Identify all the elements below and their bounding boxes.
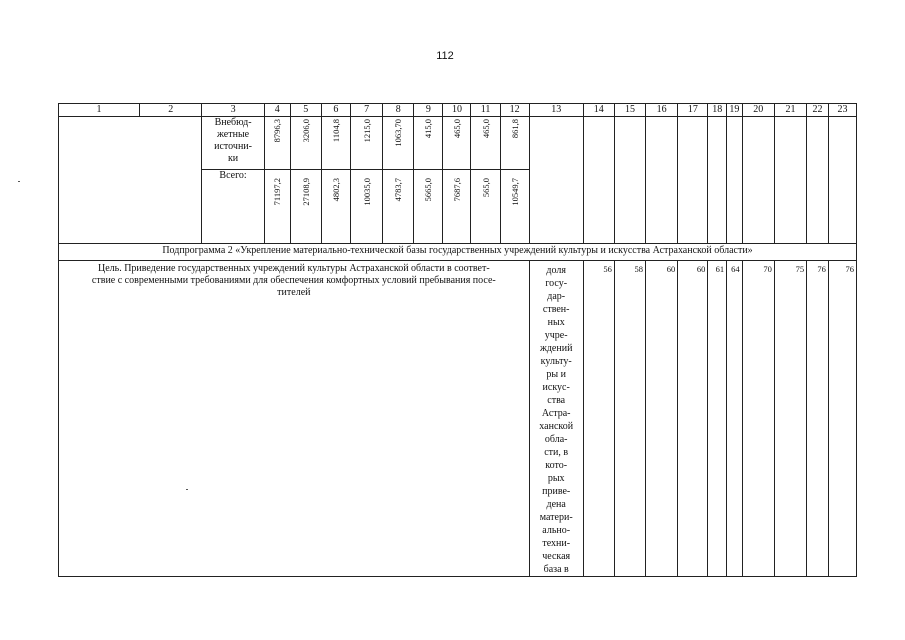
subprogram-row — [59, 244, 857, 261]
target-value: 70 — [763, 264, 772, 274]
amount-cell — [321, 170, 350, 244]
target-value: 60 — [666, 264, 676, 274]
col-header: 8 — [383, 104, 414, 117]
col-header: 15 — [614, 104, 645, 117]
empty-cell — [583, 117, 614, 244]
amount-value: 1215,0 — [361, 119, 372, 143]
col-header: 1 — [59, 104, 140, 117]
col-header: 18 — [708, 104, 727, 117]
col-header: 23 — [828, 104, 856, 117]
amount-cell — [383, 117, 414, 170]
col-header: 16 — [646, 104, 678, 117]
target-value: 64 — [731, 264, 740, 274]
empty-cell — [807, 117, 829, 244]
amount-value: 71197,2 — [272, 178, 283, 206]
target-cell — [583, 261, 614, 577]
amount-value: 5665,0 — [423, 178, 434, 202]
amount-cell — [350, 117, 382, 170]
amount-cell — [383, 170, 414, 244]
amount-cell — [290, 117, 321, 170]
amount-cell — [471, 117, 500, 170]
amount-cell — [500, 170, 529, 244]
amount-value: 1063,70 — [393, 119, 404, 147]
col-header: 12 — [500, 104, 529, 117]
target-cell — [708, 261, 727, 577]
col-header: 22 — [807, 104, 829, 117]
col-header: 5 — [290, 104, 321, 117]
amount-value: 7687,6 — [451, 178, 462, 202]
col-header: 7 — [350, 104, 382, 117]
target-cell — [742, 261, 774, 577]
amount-cell — [443, 117, 471, 170]
amount-value: 465,0 — [451, 119, 462, 139]
amount-cell — [290, 170, 321, 244]
subprogram-title: Подпрограмма 2 «Укрепление материально-технической базы государственных учреждений культуры и искусства Астраханской области» — [59, 244, 857, 261]
target-cell — [678, 261, 708, 577]
col-header: 6 — [321, 104, 350, 117]
col-header: 9 — [414, 104, 443, 117]
amount-cell — [321, 117, 350, 170]
col-header: 2 — [140, 104, 202, 117]
empty-cell — [59, 117, 202, 244]
empty-cell — [727, 117, 743, 244]
col-header: 21 — [774, 104, 806, 117]
amount-value: 4802,3 — [330, 178, 341, 202]
target-value: 60 — [696, 264, 706, 274]
col-header: 4 — [264, 104, 290, 117]
amount-value: 465,0 — [480, 119, 491, 139]
col-header: 14 — [583, 104, 614, 117]
amount-cell — [414, 117, 443, 170]
target-cell — [807, 261, 829, 577]
col-header: 11 — [471, 104, 500, 117]
target-value: 75 — [795, 264, 805, 274]
amount-value: 8796,3 — [272, 119, 283, 143]
empty-cell — [774, 117, 806, 244]
target-value: 56 — [603, 264, 612, 274]
amount-value: 565,0 — [480, 178, 491, 198]
col-header: 3 — [202, 104, 264, 117]
amount-value: 10549,7 — [509, 178, 520, 206]
col-header: 13 — [529, 104, 583, 117]
empty-cell — [742, 117, 774, 244]
amount-cell — [264, 117, 290, 170]
program-table — [58, 103, 857, 577]
source-label: Внебюд- жетные источни- ки — [202, 117, 264, 170]
goal-row — [59, 261, 857, 577]
empty-cell — [646, 117, 678, 244]
target-value: 61 — [715, 264, 725, 274]
amount-cell — [471, 170, 500, 244]
page-number: 112 — [436, 50, 454, 62]
col-header: 20 — [742, 104, 774, 117]
amount-cell — [414, 170, 443, 244]
scan-speck — [18, 181, 20, 182]
amount-cell — [264, 170, 290, 244]
amount-cell — [443, 170, 471, 244]
column-number-row — [59, 104, 857, 117]
amount-value: 27108,9 — [300, 178, 311, 206]
amount-value: 3206,0 — [300, 119, 311, 143]
target-value: 76 — [845, 264, 854, 274]
indicator-text: доля госу- дар- ствен- ных учре- ждений культу- ры и искус- ства Астра- ханской обла- сти, в кото- рых приве- дена матери- ально- техни- ческая база в — [539, 265, 574, 575]
target-cell — [828, 261, 856, 577]
amount-value: 415,0 — [423, 119, 434, 139]
empty-cell — [529, 117, 583, 244]
col-header: 17 — [678, 104, 708, 117]
target-cell — [774, 261, 806, 577]
empty-cell — [708, 117, 727, 244]
target-cell — [727, 261, 743, 577]
target-cell — [614, 261, 645, 577]
amount-cell — [500, 117, 529, 170]
amount-value: 861,8 — [509, 119, 520, 139]
target-value: 58 — [634, 264, 644, 274]
amount-value: 1104,8 — [330, 119, 341, 143]
empty-cell — [614, 117, 645, 244]
empty-cell — [678, 117, 708, 244]
col-header: 10 — [443, 104, 471, 117]
col-header: 19 — [727, 104, 743, 117]
extra-budget-row — [59, 117, 857, 170]
goal-cell — [59, 261, 530, 577]
total-label: Всего: — [202, 170, 264, 244]
goal-text: Цель. Приведение государственных учреждений культуры Астраханской области в соответ- ствие с современными требованиями для обеспечения комфортных условий пребывания посе- тителей — [91, 263, 496, 298]
target-cell — [646, 261, 678, 577]
amount-value: 4783,7 — [393, 178, 404, 202]
indicator-cell — [529, 261, 583, 577]
empty-cell — [828, 117, 856, 244]
amount-cell — [350, 170, 382, 244]
target-value: 76 — [817, 264, 826, 274]
amount-value: 10035,0 — [361, 178, 372, 206]
